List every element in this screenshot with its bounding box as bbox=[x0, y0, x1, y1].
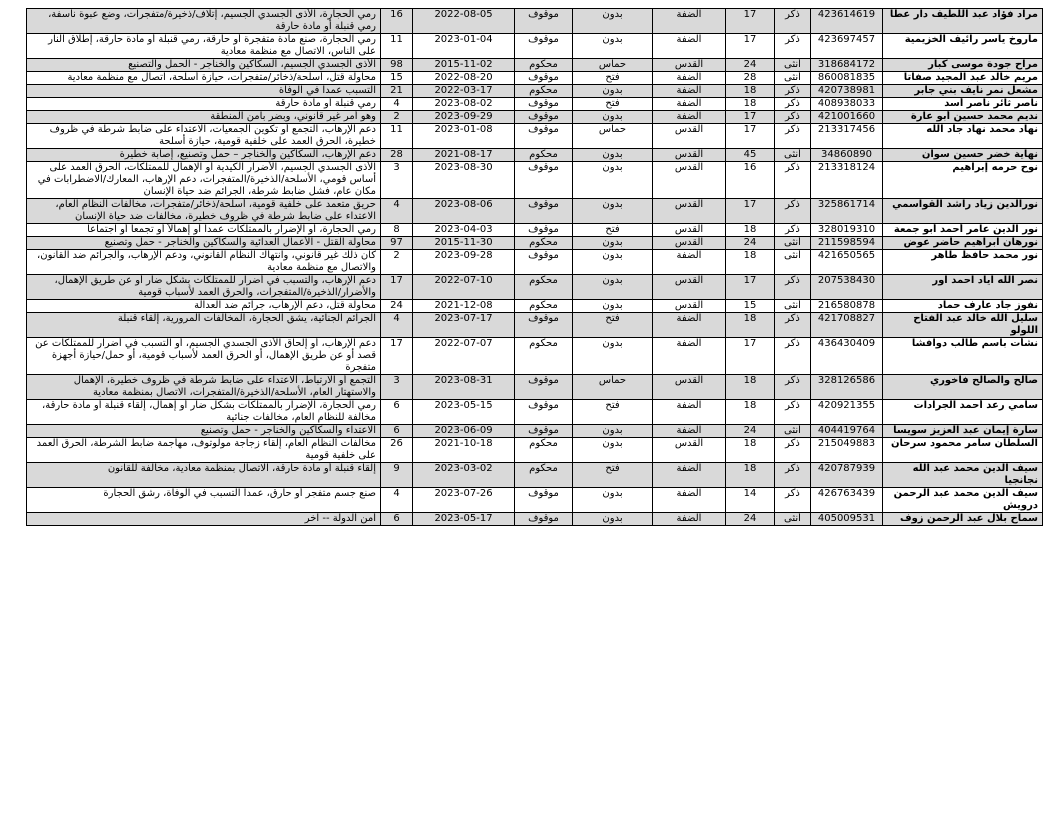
detainee-name: سامي رعد أحمد الجرادات bbox=[883, 400, 1043, 425]
date-cell: 2023-01-08 bbox=[413, 124, 515, 149]
affiliation-cell: بدون bbox=[573, 250, 653, 275]
charges-cell: مخالفات النظام العام، إلقاء زجاجة مولوتوف، مهاجمة ضابط الشرطة، الحرق العمد على خلفية قومية bbox=[27, 438, 381, 463]
region-cell: الضفة bbox=[653, 513, 726, 526]
detainee-name: نهاية خضر حسين سوان bbox=[883, 149, 1043, 162]
table-row bbox=[27, 59, 1043, 72]
region-cell: الضفة bbox=[653, 313, 726, 338]
months-cell: 2 bbox=[381, 250, 413, 275]
date-cell: 2023-07-26 bbox=[413, 488, 515, 513]
status-cell: موقوف bbox=[515, 425, 573, 438]
table-row bbox=[27, 313, 1043, 338]
status-cell: محكوم bbox=[515, 59, 573, 72]
affiliation-cell: بدون bbox=[573, 162, 653, 199]
date-cell: 2023-01-04 bbox=[413, 34, 515, 59]
status-cell: موقوف bbox=[515, 162, 573, 199]
affiliation-cell: حماس bbox=[573, 124, 653, 149]
status-cell: موقوف bbox=[515, 375, 573, 400]
affiliation-cell: فتح bbox=[573, 463, 653, 488]
status-cell: موقوف bbox=[515, 400, 573, 425]
charges-cell: محاولة قتل، أسلحة/ذخائر/متفجرات، حيازة أسلحة، اتصال مع منظمة معادية bbox=[27, 72, 381, 85]
status-cell: موقوف bbox=[515, 72, 573, 85]
gender-cell: ذكر bbox=[775, 98, 811, 111]
table-row bbox=[27, 275, 1043, 300]
charges-cell: الاعتداء والسكاكين والخناجر - حمل وتصنيع bbox=[27, 425, 381, 438]
table-row bbox=[27, 199, 1043, 224]
charges-cell: دعم الإرهاب، السكاكين والخناجر – حمل وتصنيع، إصابة خطيرة bbox=[27, 149, 381, 162]
gender-cell: أنثى bbox=[775, 250, 811, 275]
gender-cell: ذكر bbox=[775, 85, 811, 98]
table-row bbox=[27, 400, 1043, 425]
detainee-name: نصر الله اياد احمد اور bbox=[883, 275, 1043, 300]
region-cell: القدس bbox=[653, 124, 726, 149]
date-cell: 2022-03-17 bbox=[413, 85, 515, 98]
affiliation-cell: بدون bbox=[573, 34, 653, 59]
date-cell: 2023-05-17 bbox=[413, 513, 515, 526]
months-cell: 24 bbox=[381, 300, 413, 313]
months-cell: 9 bbox=[381, 463, 413, 488]
table-row bbox=[27, 375, 1043, 400]
gender-cell: ذكر bbox=[775, 438, 811, 463]
detainee-id: 328126586 bbox=[811, 375, 883, 400]
gender-cell: ذكر bbox=[775, 375, 811, 400]
gender-cell: ذكر bbox=[775, 162, 811, 199]
detainee-name: نهاد محمد نهاد جاد الله bbox=[883, 124, 1043, 149]
affiliation-cell: بدون bbox=[573, 85, 653, 98]
date-cell: 2023-08-02 bbox=[413, 98, 515, 111]
detainee-name: سارة إيمان عبد العزيز سويسا bbox=[883, 425, 1043, 438]
months-cell: 21 bbox=[381, 85, 413, 98]
charges-cell: التجمع أو الارتباط، الاعتداء على ضابط شرطة في ظروف خطيرة، الإهمال والاستهتار العام، الأسلحة/الذخيرة/المتفجرات، الاتصال بمنظمة معادية bbox=[27, 375, 381, 400]
status-cell: موقوف bbox=[515, 199, 573, 224]
detainee-name: مريم خالد عبد المجيد صفاتا bbox=[883, 72, 1043, 85]
detainee-name: ماروخ ياسر رائيف الخزيمية bbox=[883, 34, 1043, 59]
table-body bbox=[27, 9, 1043, 526]
status-cell: موقوف bbox=[515, 513, 573, 526]
months-cell: 17 bbox=[381, 338, 413, 375]
status-cell: موقوف bbox=[515, 9, 573, 34]
region-cell: الضفة bbox=[653, 9, 726, 34]
region-cell: الضفة bbox=[653, 463, 726, 488]
age-cell: 17 bbox=[726, 111, 775, 124]
months-cell: 4 bbox=[381, 313, 413, 338]
date-cell: 2022-08-05 bbox=[413, 9, 515, 34]
date-cell: 2022-07-10 bbox=[413, 275, 515, 300]
table-row bbox=[27, 300, 1043, 313]
status-cell: موقوف bbox=[515, 34, 573, 59]
detainee-table-sheet bbox=[26, 8, 1042, 526]
charges-cell: رمي الحجارة، أو الإضرار بالممتلكات عمداً أو إهمالاً أو تجمعاً أو اجتماعاً bbox=[27, 224, 381, 237]
charges-cell: دعم الإرهاب، أو إلحاق الأذى الجسدي الجسيم، أو التسبب في أضرار للممتلكات عن قصد أو عن طريق الإهمال، أو الحرق العمد لأسباب قومية، أو حمل/حيازة أجهزة متفجرة bbox=[27, 338, 381, 375]
gender-cell: ذكر bbox=[775, 463, 811, 488]
months-cell: 4 bbox=[381, 488, 413, 513]
status-cell: موقوف bbox=[515, 488, 573, 513]
age-cell: 24 bbox=[726, 425, 775, 438]
detainee-id: 318684172 bbox=[811, 59, 883, 72]
age-cell: 18 bbox=[726, 463, 775, 488]
age-cell: 45 bbox=[726, 149, 775, 162]
region-cell: الضفة bbox=[653, 72, 726, 85]
detainee-id: 325861714 bbox=[811, 199, 883, 224]
detainee-id: 420787939 bbox=[811, 463, 883, 488]
date-cell: 2015-11-02 bbox=[413, 59, 515, 72]
affiliation-cell: بدون bbox=[573, 149, 653, 162]
months-cell: 98 bbox=[381, 59, 413, 72]
table-row bbox=[27, 224, 1043, 237]
affiliation-cell: بدون bbox=[573, 425, 653, 438]
date-cell: 2021-12-08 bbox=[413, 300, 515, 313]
region-cell: القدس bbox=[653, 149, 726, 162]
gender-cell: أنثى bbox=[775, 237, 811, 250]
table-row bbox=[27, 250, 1043, 275]
status-cell: موقوف bbox=[515, 98, 573, 111]
status-cell: محكوم bbox=[515, 463, 573, 488]
region-cell: الضفة bbox=[653, 34, 726, 59]
table-row bbox=[27, 513, 1043, 526]
gender-cell: أنثى bbox=[775, 513, 811, 526]
charges-cell: وهو أمر غير قانوني، وبضر بأمن المنطقة bbox=[27, 111, 381, 124]
date-cell: 2023-03-02 bbox=[413, 463, 515, 488]
status-cell: محكوم bbox=[515, 237, 573, 250]
detainee-name: صالح والصالح فاخوري bbox=[883, 375, 1043, 400]
gender-cell: أنثى bbox=[775, 300, 811, 313]
detainee-id: 860081835 bbox=[811, 72, 883, 85]
table-row bbox=[27, 425, 1043, 438]
region-cell: القدس bbox=[653, 438, 726, 463]
region-cell: الضفة bbox=[653, 111, 726, 124]
detainee-name: نديم محمد حسين أبو عارة bbox=[883, 111, 1043, 124]
charges-cell: الأذى الجسدي الجسيم، الأضرار الكيدية أو الإهمال للممتلكات، الحرق العمد على أساس قومي، الأسلحة/الذخيرة/المتفجرات، دعم الإرهاب، المعارك/الاضطرابات في مكان عام، فشل ضابط شرطة، الجرائم ضد حياة الإنسان bbox=[27, 162, 381, 199]
months-cell: 11 bbox=[381, 124, 413, 149]
affiliation-cell: بدون bbox=[573, 275, 653, 300]
age-cell: 18 bbox=[726, 250, 775, 275]
status-cell: موقوف bbox=[515, 313, 573, 338]
age-cell: 17 bbox=[726, 9, 775, 34]
gender-cell: ذكر bbox=[775, 275, 811, 300]
region-cell: الضفة bbox=[653, 98, 726, 111]
status-cell: موقوف bbox=[515, 124, 573, 149]
age-cell: 16 bbox=[726, 162, 775, 199]
gender-cell: ذكر bbox=[775, 34, 811, 59]
region-cell: الضفة bbox=[653, 400, 726, 425]
age-cell: 17 bbox=[726, 338, 775, 375]
detainee-name: سيف الدين محمد عبد الرحمن درويش bbox=[883, 488, 1043, 513]
charges-cell: رمي الحجارة، صنع مادة متفجرة أو حارقة، رمي قنبلة أو مادة حارقة، إطلاق النار على الناس، الاتصال مع منظمة معادية bbox=[27, 34, 381, 59]
detainee-name: مشعل نمر نايف بني جابر bbox=[883, 85, 1043, 98]
age-cell: 28 bbox=[726, 72, 775, 85]
region-cell: القدس bbox=[653, 224, 726, 237]
age-cell: 18 bbox=[726, 98, 775, 111]
detainee-id: 211598594 bbox=[811, 237, 883, 250]
detainee-id: 421708827 bbox=[811, 313, 883, 338]
affiliation-cell: فتح bbox=[573, 400, 653, 425]
months-cell: 28 bbox=[381, 149, 413, 162]
months-cell: 6 bbox=[381, 425, 413, 438]
detainee-id: 213318124 bbox=[811, 162, 883, 199]
detainee-id: 408938033 bbox=[811, 98, 883, 111]
detainee-name: نشأت باسم طالب دوافشا bbox=[883, 338, 1043, 375]
detainee-name: مراح جودة موسى كبار bbox=[883, 59, 1043, 72]
region-cell: الضفة bbox=[653, 488, 726, 513]
region-cell: القدس bbox=[653, 300, 726, 313]
age-cell: 17 bbox=[726, 199, 775, 224]
detainee-name: نفوز جاد عارف حماد bbox=[883, 300, 1043, 313]
months-cell: 6 bbox=[381, 513, 413, 526]
age-cell: 17 bbox=[726, 34, 775, 59]
charges-cell: محاولة قتل، دعم الإرهاب، جرائم ضد العدالة bbox=[27, 300, 381, 313]
region-cell: القدس bbox=[653, 237, 726, 250]
affiliation-cell: بدون bbox=[573, 237, 653, 250]
months-cell: 4 bbox=[381, 199, 413, 224]
detainee-id: 405009531 bbox=[811, 513, 883, 526]
age-cell: 15 bbox=[726, 300, 775, 313]
charges-cell: رمي الحجارة، الأذى الجسدي الجسيم، إتلاف/ذخيرة/متفجرات، وضع عبوة ناسفة، رمي قنبلة أو مادة حارقة bbox=[27, 9, 381, 34]
detainee-id: 34860890 bbox=[811, 149, 883, 162]
detainee-table bbox=[26, 8, 1043, 526]
region-cell: الضفة bbox=[653, 338, 726, 375]
age-cell: 14 bbox=[726, 488, 775, 513]
detainee-id: 420921355 bbox=[811, 400, 883, 425]
status-cell: موقوف bbox=[515, 111, 573, 124]
gender-cell: ذكر bbox=[775, 400, 811, 425]
charges-cell: رمي الحجارة، الإضرار بالممتلكات بشكل ضار أو إهمال، إلقاء قنبلة أو مادة حارقة، مخالفة للنظام العام، مخالفات جنائية bbox=[27, 400, 381, 425]
charges-cell: رمي قنبلة أو مادة حارقة bbox=[27, 98, 381, 111]
region-cell: القدس bbox=[653, 162, 726, 199]
date-cell: 2021-10-18 bbox=[413, 438, 515, 463]
months-cell: 6 bbox=[381, 400, 413, 425]
charges-cell: أمن الدولة -- آخر bbox=[27, 513, 381, 526]
detainee-name: نور محمد حافظ طاهر bbox=[883, 250, 1043, 275]
date-cell: 2023-09-29 bbox=[413, 111, 515, 124]
date-cell: 2022-07-07 bbox=[413, 338, 515, 375]
affiliation-cell: بدون bbox=[573, 111, 653, 124]
detainee-id: 421650565 bbox=[811, 250, 883, 275]
months-cell: 15 bbox=[381, 72, 413, 85]
status-cell: محكوم bbox=[515, 338, 573, 375]
gender-cell: ذكر bbox=[775, 313, 811, 338]
detainee-id: 207538430 bbox=[811, 275, 883, 300]
date-cell: 2023-04-03 bbox=[413, 224, 515, 237]
date-cell: 2023-06-09 bbox=[413, 425, 515, 438]
detainee-id: 436430409 bbox=[811, 338, 883, 375]
date-cell: 2022-08-20 bbox=[413, 72, 515, 85]
gender-cell: أنثى bbox=[775, 425, 811, 438]
affiliation-cell: بدون bbox=[573, 300, 653, 313]
table-row bbox=[27, 488, 1043, 513]
gender-cell: ذكر bbox=[775, 338, 811, 375]
detainee-name: مراد فؤاد عبد اللطيف دار عطا bbox=[883, 9, 1043, 34]
gender-cell: ذكر bbox=[775, 124, 811, 149]
affiliation-cell: فتح bbox=[573, 224, 653, 237]
months-cell: 3 bbox=[381, 162, 413, 199]
age-cell: 24 bbox=[726, 59, 775, 72]
charges-cell: دعم الإرهاب، والتسبب في أضرار للممتلكات بشكل ضار أو عن طريق الإهمال، والأضرار/الذخيرة/المتفجرات، والحرق العمد لأسباب قومية bbox=[27, 275, 381, 300]
gender-cell: أنثى bbox=[775, 59, 811, 72]
age-cell: 18 bbox=[726, 224, 775, 237]
affiliation-cell: حماس bbox=[573, 59, 653, 72]
age-cell: 24 bbox=[726, 237, 775, 250]
table-row bbox=[27, 149, 1043, 162]
age-cell: 18 bbox=[726, 400, 775, 425]
charges-cell: دعم الإرهاب، التجمع أو تكوين الجمعيات، الاعتداء على ضابط شرطة في ظروف خطيرة، الحرق العمد على خلفية قومية، حيازة أسلحة bbox=[27, 124, 381, 149]
detainee-id: 421001660 bbox=[811, 111, 883, 124]
detainee-name: السلطان سامر محمود سرحان bbox=[883, 438, 1043, 463]
affiliation-cell: فتح bbox=[573, 72, 653, 85]
charges-cell: الجرائم الجنائية، يشق الحجارة، المخالفات المرورية، إلقاء قنبلة bbox=[27, 313, 381, 338]
date-cell: 2023-05-15 bbox=[413, 400, 515, 425]
table-row bbox=[27, 124, 1043, 149]
charges-cell: صنع جسم متفجر أو حارق، عمداً التسبب في الوفاة، رشق الحجارة bbox=[27, 488, 381, 513]
table-row bbox=[27, 72, 1043, 85]
affiliation-cell: بدون bbox=[573, 9, 653, 34]
months-cell: 4 bbox=[381, 98, 413, 111]
months-cell: 16 bbox=[381, 9, 413, 34]
age-cell: 17 bbox=[726, 124, 775, 149]
detainee-name: ناصر ثائر ناصر أسد bbox=[883, 98, 1043, 111]
detainee-name: سماح بلال عبد الرحمن زوف bbox=[883, 513, 1043, 526]
region-cell: القدس bbox=[653, 375, 726, 400]
region-cell: الضفة bbox=[653, 425, 726, 438]
affiliation-cell: بدون bbox=[573, 338, 653, 375]
detainee-name: نوح حرمه إبراهيم bbox=[883, 162, 1043, 199]
affiliation-cell: بدون bbox=[573, 488, 653, 513]
gender-cell: ذكر bbox=[775, 488, 811, 513]
date-cell: 2023-08-06 bbox=[413, 199, 515, 224]
region-cell: الضفة bbox=[653, 85, 726, 98]
affiliation-cell: فتح bbox=[573, 98, 653, 111]
age-cell: 18 bbox=[726, 85, 775, 98]
table-row bbox=[27, 463, 1043, 488]
detainee-id: 213317456 bbox=[811, 124, 883, 149]
status-cell: محكوم bbox=[515, 85, 573, 98]
months-cell: 97 bbox=[381, 237, 413, 250]
age-cell: 18 bbox=[726, 313, 775, 338]
charges-cell: محاولة القتل - الأعمال العدائية والسكاكين والخناجر - حمل وتصنيع bbox=[27, 237, 381, 250]
date-cell: 2023-08-30 bbox=[413, 162, 515, 199]
detainee-name: سليل الله خالد عبد الفتاح اللولو bbox=[883, 313, 1043, 338]
months-cell: 11 bbox=[381, 34, 413, 59]
table-row bbox=[27, 338, 1043, 375]
age-cell: 17 bbox=[726, 275, 775, 300]
table-row bbox=[27, 162, 1043, 199]
gender-cell: ذكر bbox=[775, 224, 811, 237]
months-cell: 3 bbox=[381, 375, 413, 400]
gender-cell: ذكر bbox=[775, 9, 811, 34]
date-cell: 2015-11-30 bbox=[413, 237, 515, 250]
region-cell: الضفة bbox=[653, 250, 726, 275]
months-cell: 2 bbox=[381, 111, 413, 124]
status-cell: موقوف bbox=[515, 224, 573, 237]
table-row bbox=[27, 34, 1043, 59]
gender-cell: أنثى bbox=[775, 149, 811, 162]
charges-cell: إلقاء قنبلة أو مادة حارقة، الاتصال بمنظمة معادية، مخالفة للقانون bbox=[27, 463, 381, 488]
detainee-id: 426763439 bbox=[811, 488, 883, 513]
detainee-name: نورالدين زياد راشد القواسمي bbox=[883, 199, 1043, 224]
detainee-name: سيف الدين محمد عبد الله نجانجيا bbox=[883, 463, 1043, 488]
date-cell: 2023-07-17 bbox=[413, 313, 515, 338]
detainee-id: 420738981 bbox=[811, 85, 883, 98]
detainee-id: 404419764 bbox=[811, 425, 883, 438]
charges-cell: التسبب عمدا في الوفاة bbox=[27, 85, 381, 98]
region-cell: القدس bbox=[653, 59, 726, 72]
affiliation-cell: بدون bbox=[573, 513, 653, 526]
affiliation-cell: بدون bbox=[573, 438, 653, 463]
table-row bbox=[27, 98, 1043, 111]
detainee-id: 216580878 bbox=[811, 300, 883, 313]
detainee-id: 423697457 bbox=[811, 34, 883, 59]
status-cell: محكوم bbox=[515, 300, 573, 313]
gender-cell: أنثى bbox=[775, 72, 811, 85]
table-row bbox=[27, 438, 1043, 463]
status-cell: محكوم bbox=[515, 149, 573, 162]
charges-cell: حريق متعمد على خلفية قومية، أسلحة/ذخائر/متفجرات، مخالفات النظام العام، الاعتداء على ضابط شرطة في ظروف خطيرة، مخالفات ضد حياة الإنسان bbox=[27, 199, 381, 224]
gender-cell: ذكر bbox=[775, 199, 811, 224]
status-cell: موقوف bbox=[515, 250, 573, 275]
affiliation-cell: حماس bbox=[573, 375, 653, 400]
gender-cell: ذكر bbox=[775, 111, 811, 124]
detainee-id: 215049883 bbox=[811, 438, 883, 463]
age-cell: 18 bbox=[726, 375, 775, 400]
charges-cell: الأذى الجسدي الجسيم، السكاكين والخناجر - الحمل والتصنيع bbox=[27, 59, 381, 72]
table-row bbox=[27, 111, 1043, 124]
status-cell: محكوم bbox=[515, 275, 573, 300]
table-row bbox=[27, 9, 1043, 34]
date-cell: 2023-09-28 bbox=[413, 250, 515, 275]
affiliation-cell: بدون bbox=[573, 199, 653, 224]
age-cell: 24 bbox=[726, 513, 775, 526]
detainee-id: 423614619 bbox=[811, 9, 883, 34]
months-cell: 26 bbox=[381, 438, 413, 463]
detainee-name: نور الدين عامر أحمد أبو جمعة bbox=[883, 224, 1043, 237]
date-cell: 2023-08-31 bbox=[413, 375, 515, 400]
table-row bbox=[27, 85, 1043, 98]
status-cell: محكوم bbox=[515, 438, 573, 463]
region-cell: القدس bbox=[653, 199, 726, 224]
date-cell: 2021-08-17 bbox=[413, 149, 515, 162]
affiliation-cell: فتح bbox=[573, 313, 653, 338]
months-cell: 17 bbox=[381, 275, 413, 300]
months-cell: 8 bbox=[381, 224, 413, 237]
region-cell: القدس bbox=[653, 275, 726, 300]
age-cell: 18 bbox=[726, 438, 775, 463]
charges-cell: كان ذلك غير قانوني، وانتهاك النظام القانوني، ودعم الإرهاب، والجرائم ضد القانون، والاتصال مع منظمة معادية bbox=[27, 250, 381, 275]
table-row bbox=[27, 237, 1043, 250]
detainee-name: نورهان ابراهيم حاضر عوض bbox=[883, 237, 1043, 250]
detainee-id: 328019310 bbox=[811, 224, 883, 237]
